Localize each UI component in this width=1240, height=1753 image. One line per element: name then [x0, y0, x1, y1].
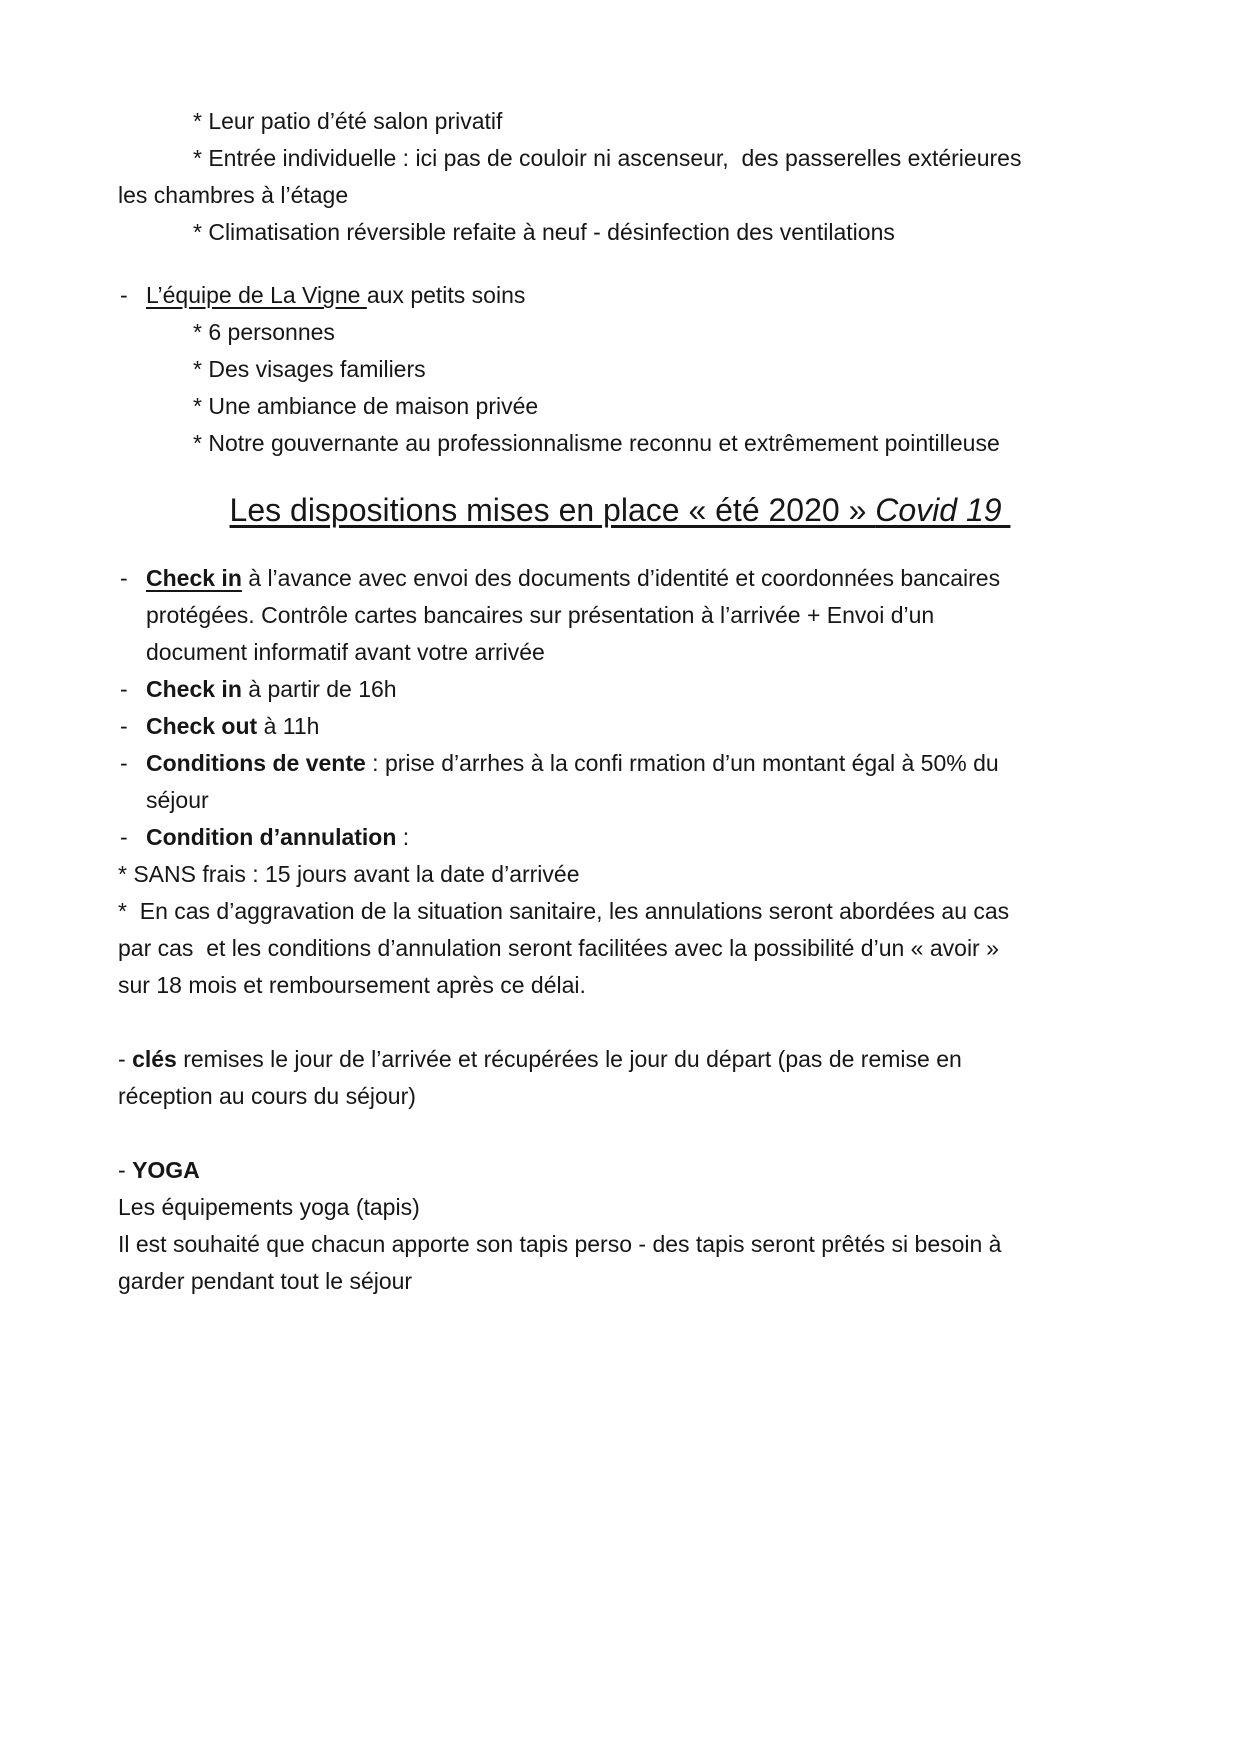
text-segment: - [118, 1157, 133, 1183]
line-climatisation [118, 214, 1122, 251]
text-segment: * SANS frais : 15 jours avant la date d’arrivée [118, 861, 580, 887]
text-segment: Check in [146, 676, 242, 702]
line-cles-2 [118, 1078, 1122, 1115]
line-sans-frais [118, 856, 1122, 893]
spacer [118, 462, 1122, 486]
text-segment: sur 18 mois et remboursement après ce délai. [118, 972, 586, 998]
item-equipe [118, 277, 1122, 314]
line-cles-1 [118, 1041, 1122, 1078]
text-segment: réception au cours du séjour) [118, 1083, 416, 1109]
text-segment: Les dispositions mises en place « été 2020 » [229, 492, 876, 528]
text-segment: les chambres à l’étage [118, 182, 349, 208]
dash-bullet: - [120, 713, 128, 739]
line-patio [118, 103, 1122, 140]
text-segment: Check in [146, 565, 242, 591]
item-check-in-16h [118, 671, 1122, 708]
heading-dispositions-covid [118, 486, 1122, 534]
item-conditions-vente-wrap [118, 782, 1122, 819]
text-segment: à partir de 16h [241, 676, 397, 702]
text-segment: * Entrée individuelle : ici pas de couloir ni ascenseur, des passerelles extérieures [193, 145, 1022, 171]
dash-bullet: - [120, 282, 128, 308]
document-body [118, 103, 1122, 1300]
line-visages-familiers [118, 351, 1122, 388]
text-segment: garder pendant tout le séjour [118, 1268, 413, 1294]
spacer [118, 251, 1122, 277]
text-segment: * Notre gouvernante au professionnalisme reconnu et extrêmement pointilleuse [193, 430, 1000, 456]
line-yoga-title [118, 1152, 1122, 1189]
spacer [118, 1115, 1122, 1152]
text-segment: à 11h [257, 713, 320, 739]
text-segment: par cas et les conditions d’annulation seront facilitées avec la possibilité d’un « avoir » [118, 935, 999, 961]
line-equipements-yoga [118, 1189, 1122, 1226]
text-segment: * 6 personnes [193, 319, 335, 345]
line-entree-wrap [118, 177, 1122, 214]
text-segment: remises le jour de l’arrivée et récupérées le jour du départ (pas de remise en [176, 1046, 962, 1072]
text-segment: Condition d’annulation [146, 824, 397, 850]
text-segment: Covid 19 [875, 492, 1011, 528]
text-segment: * Leur patio d’été salon privatif [193, 108, 503, 134]
text-segment: Il est souhaité que chacun apporte son tapis perso - des tapis seront prêtés si besoin à [118, 1231, 1002, 1257]
dash-bullet: - [120, 824, 128, 850]
line-gouvernante [118, 425, 1122, 462]
line-tapis-perso-2 [118, 1263, 1122, 1300]
line-entree [118, 140, 1122, 177]
dash-bullet: - [120, 676, 128, 702]
text-segment: L’équipe de La Vigne [146, 282, 367, 308]
item-check-in-avance-wrap2 [118, 634, 1122, 671]
text-segment: * Une ambiance de maison privée [193, 393, 539, 419]
text-segment: Check out [146, 713, 258, 739]
item-check-in-avance-wrap1 [118, 597, 1122, 634]
text-segment: document informatif avant votre arrivée [146, 639, 545, 665]
text-segment: - [118, 1046, 133, 1072]
line-ambiance [118, 388, 1122, 425]
line-6-personnes [118, 314, 1122, 351]
item-check-in-avance [118, 560, 1122, 597]
text-segment: * Climatisation réversible refaite à neuf - désinfection des ventilations [193, 219, 895, 245]
spacer [118, 534, 1122, 560]
dash-bullet: - [120, 750, 128, 776]
text-segment: à l’avance avec envoi des documents d’identité et coordonnées bancaires [241, 565, 1001, 591]
text-segment: Les équipements yoga (tapis) [118, 1194, 420, 1220]
text-segment: * En cas d’aggravation de la situation sanitaire, les annulations seront abordées au cas [118, 898, 1010, 924]
text-segment: séjour [146, 787, 209, 813]
text-segment: protégées. Contrôle cartes bancaires sur présentation à l’arrivée + Envoi d’un [146, 602, 935, 628]
line-aggravation-1 [118, 893, 1122, 930]
text-segment: * Des visages familiers [193, 356, 426, 382]
text-segment: aux petits soins [366, 282, 526, 308]
item-conditions-vente [118, 745, 1122, 782]
line-aggravation-3 [118, 967, 1122, 1004]
text-segment: YOGA [132, 1157, 200, 1183]
spacer [118, 1004, 1122, 1041]
text-segment: : prise d’arrhes à la confi rmation d’un montant égal à 50% du [365, 750, 999, 776]
line-tapis-perso-1 [118, 1226, 1122, 1263]
item-check-out-11h [118, 708, 1122, 745]
line-aggravation-2 [118, 930, 1122, 967]
text-segment: clés [132, 1046, 177, 1072]
text-segment: : [396, 824, 410, 850]
text-segment: Conditions de vente [146, 750, 366, 776]
dash-bullet: - [120, 565, 128, 591]
item-condition-annulation [118, 819, 1122, 856]
